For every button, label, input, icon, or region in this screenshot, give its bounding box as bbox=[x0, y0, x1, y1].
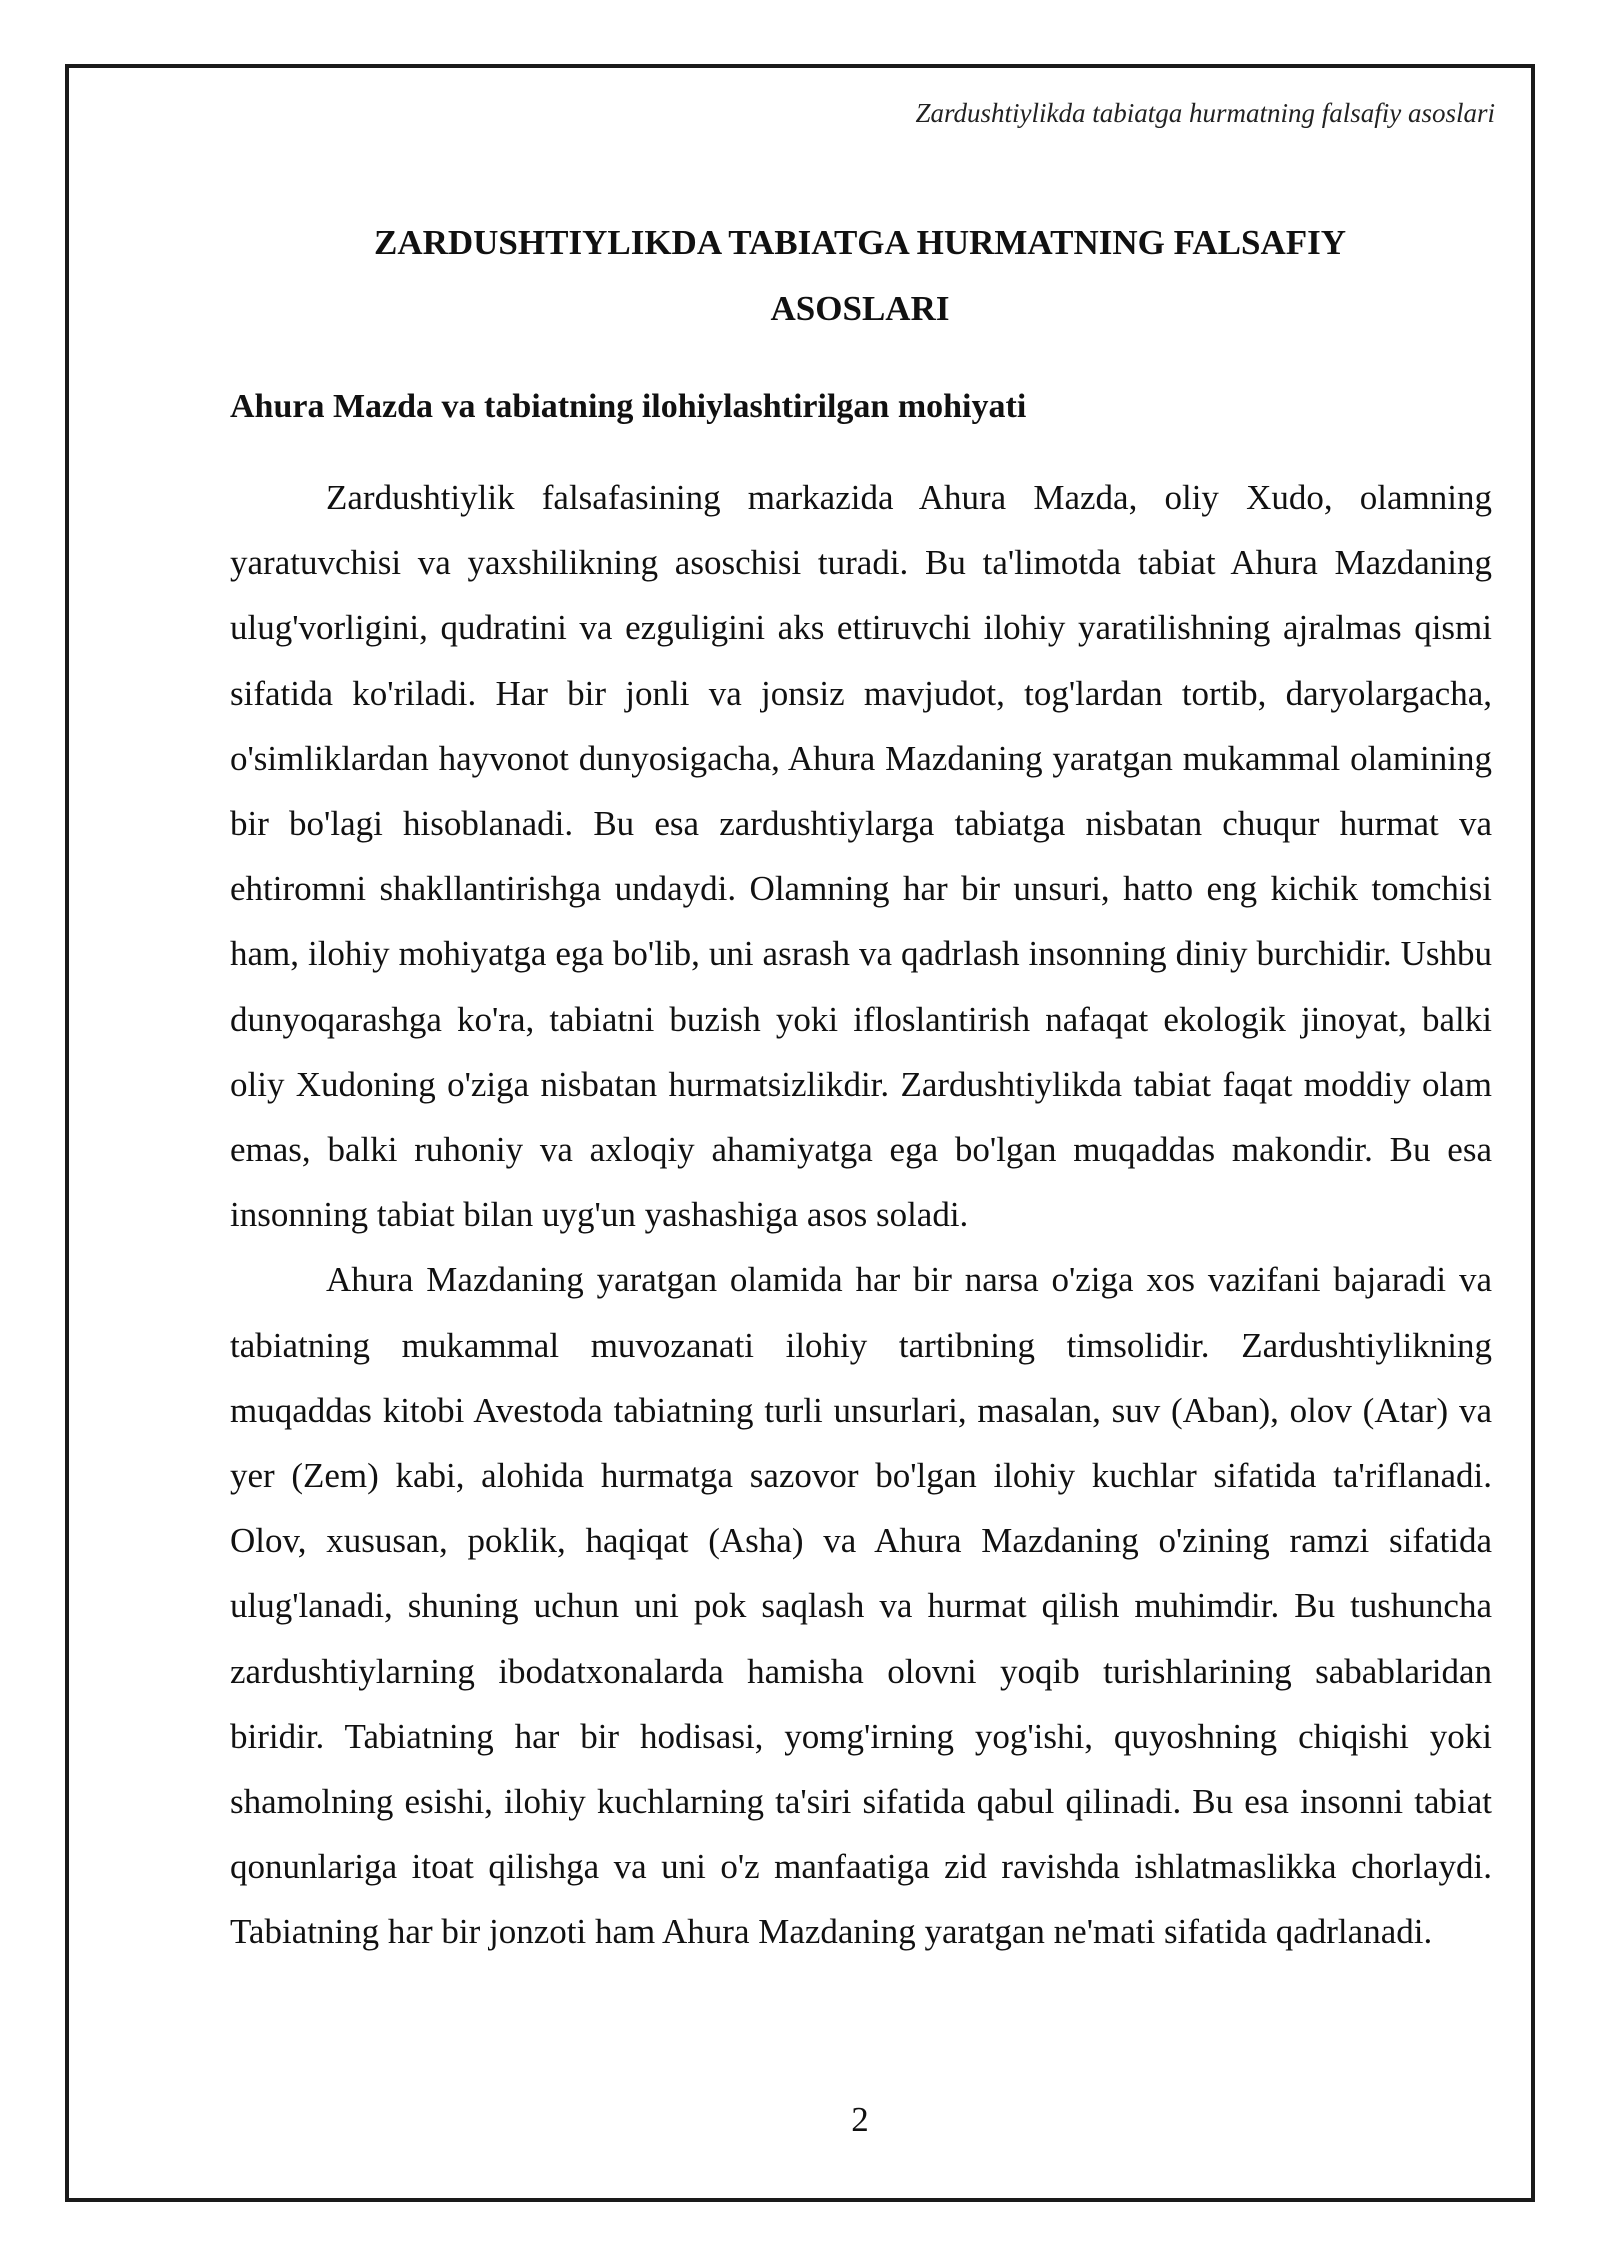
document-title bbox=[230, 210, 1490, 342]
running-header: Zardushtiylikda tabiatga hurmatning falsafiy asoslari bbox=[915, 98, 1495, 128]
body-text bbox=[230, 465, 1492, 1965]
document-title-line-1: ZARDUSHTIYLIKDA TABIATGA HURMATNING FALSAFIY bbox=[373, 223, 1347, 262]
page-number: 2 bbox=[851, 2100, 869, 2139]
document-title-line-2: ASOSLARI bbox=[770, 289, 950, 328]
paragraph-1: Zardushtiylik falsafasining markazida Ahura Mazda, oliy Xudo, olamning yaratuvchisi va yaxshilikning asoschisi turadi. Bu ta'limotda tabiat Ahura Mazdaning ulug'vorligini, qudratini va ezguligini aks ettiruvchi ilohiy yaratilishning ajralmas qismi sifatida ko'riladi. Har bir jonli va jonsiz mavjudot, tog'lardan tortib, daryolargacha, o'simliklardan hayvonot dunyosigacha, Ahura Mazdaning yaratgan mukammal olamining bir bo'lagi hisoblanadi. Bu esa zardushtiylarga tabiatga nisbatan chuqur hurmat va ehtiromni shakllantirishga undaydi. Olamning har bir unsuri, hatto eng kichik tomchisi ham, ilohiy mohiyatga ega bo'lib, uni asrash va qadrlash insonning diniy burchidir. Ushbu dunyoqarashga ko'ra, tabiatni buzish yoki ifloslantirish nafaqat ekologik jinoyat, balki oliy Xudoning o'ziga nisbatan hurmatsizlikdir. Zardushtiylikda tabiat faqat moddiy olam emas, balki ruhoniy va axloqiy ahamiyatga ega bo'lgan muqaddas makondir. Bu esa insonning tabiat bilan uyg'un yashashiga asos soladi. bbox=[230, 478, 1492, 1235]
paragraph-2: Ahura Mazdaning yaratgan olamida har bir narsa o'ziga xos vazifani bajaradi va tabiatning mukammal muvozanati ilohiy tartibning timsolidir. Zardushtiylikning muqaddas kitobi Avestoda tabiatning turli unsurlari, masalan, suv (Aban), olov (Atar) va yer (Zem) kabi, alohida hurmatga sazovor bo'lgan ilohiy kuchlar sifatida ta'riflanadi. Olov, xususan, poklik, haqiqat (Asha) va Ahura Mazdaning o'zining ramzi sifatida ulug'lanadi, shuning uchun uni pok saqlash va hurmat qilish muhimdir. Bu tushuncha zardushtiylarning ibodatxonalarda hamisha olovni yoqib turishlarining sabablaridan biridir. Tabiatning har bir hodisasi, yomg'irning yog'ishi, quyoshning chiqishi yoki shamolning esishi, ilohiy kuchlarning ta'siri sifatida qabul qilinadi. Bu esa insonni tabiat qonunlariga itoat qilishga va uni o'z manfaatiga zid ravishda ishlatmaslikka chorlaydi. Tabiatning har bir jonzoti ham Ahura Mazdaning yaratgan ne'mati sifatida qadrlanadi. bbox=[230, 1260, 1492, 1952]
section-heading: Ahura Mazda va tabiatning ilohiylashtirilgan mohiyati bbox=[230, 388, 1027, 425]
